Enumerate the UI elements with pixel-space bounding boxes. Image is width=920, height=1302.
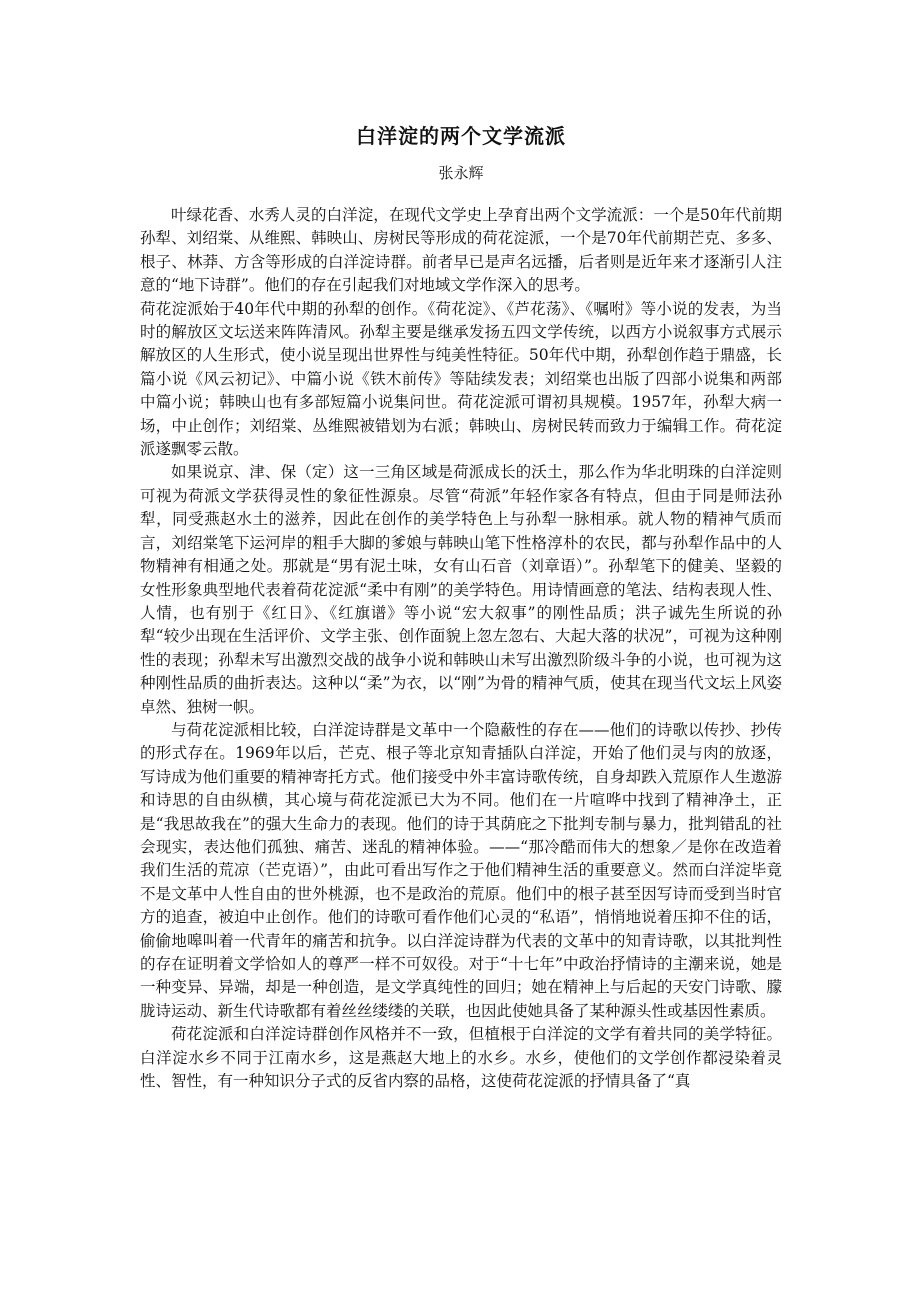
- paragraph-5: 荷花淀派和白洋淀诗群创作风格并不一致，但植根于白洋淀的文学有着共同的美学特征。白洋淀水乡不同于江南水乡，这是燕赵大地上的水乡。水乡，使他们的文学创作都浸染着灵性、智性，有一种知识分子式的反省内察的品格，这使荷花淀派的抒情具备了“真: [140, 1025, 782, 1091]
- document-page: [140, 120, 782, 1093]
- paragraph-4: 与荷花淀派相比较，白洋淀诗群是文革中一个隐蔽性的存在——他们的诗歌以传抄、抄传的形式存在。1969年以后，芒克、根子等北京知青插队白洋淀，开始了他们灵与肉的放逐，写诗成为他们重要的精神寄托方式。他们接受中外丰富诗歌传统，自身却跌入荒原作人生遨游和诗思的自由纵横，其心境与荷花淀派已大为不同。他们在一片喧哗中找到了精神净土，正是“我思故我在”的强大生命力的表现。他们的诗于其荫庇之下批判专制与暴力，批判错乱的社会现实，表达他们孤独、痛苦、迷乱的精神体验。——“那冷酷而伟大的想象／是你在改造着我们生活的荒凉（芒克语）”，由此可看出写作之于他们精神生活的重要意义。然而白洋淀毕竟不是文革中人性自由的世外桃源，也不是政治的荒原。他们中的根子甚至因写诗而受到当时官方的追查，被迫中止创作。他们的诗歌可看作他们心灵的“私语”，悄悄地说着压抑不住的话，偷偷地嗥叫着一代青年的痛苦和抗争。以白洋淀诗群为代表的文革中的知青诗歌，以其批判性的存在证明着文学恰如人的尊严一样不可奴役。对于“十七年”中政治抒情诗的主潮来说，她是一种变异、异端，却是一种创造，是文学真纯性的回归；她在精神上与后起的天安门诗歌、朦胧诗运动、新生代诗歌都有着丝丝缕缕的关联，也因此使她具备了某种源头性或基因性素质。: [140, 720, 782, 1020]
- paragraph-3: 如果说京、津、保（定）这一三角区域是荷派成长的沃土，那么作为华北明珠的白洋淀则可视为荷派文学获得灵性的象征性源泉。尽管“荷派”年轻作家各有特点，但由于同是师法孙犁，同受燕赵水土的滋养，因此在创作的美学特色上与孙犁一脉相承。就人物的精神气质而言，刘绍棠笔下运河岸的粗手大脚的爹娘与韩映山笔下性格淳朴的农民，都与孙犁作品中的人物精神有相通之处。那就是“男有泥土味，女有山石音（刘章语）”。孙犁笔下的健美、坚毅的女性形象典型地代表着荷花淀派“柔中有刚”的美学特色。用诗情画意的笔法、结构表现人性、人情，也有别于《红日》、《红旗谱》等小说“宏大叙事”的刚性品质；洪子诚先生所说的孙犁“较少出现在生活评价、文学主张、创作面貌上忽左忽右、大起大落的状况”，可视为这种刚性的表现；孙犁未写出激烈交战的战争小说和韩映山未写出激烈阶级斗争的小说，也可视为这种刚性品质的曲折表达。这种以“柔”为衣，以“刚”为骨的精神气质，使其在现当代文坛上风姿卓然、独树一帜。: [140, 463, 782, 716]
- document-title: 白洋淀的两个文学流派: [356, 124, 566, 148]
- paragraph-1: 叶绿花香、水秀人灵的白洋淀，在现代文学史上孕育出两个文学流派：一个是50年代前期孙犁、刘绍棠、从维熙、韩映山、房树民等形成的荷花淀派，一个是70年代前期芒克、多多、根子、林莽、方含等形成的白洋淀诗群。前者早已是声名远播，后者则是近年来才逐渐引人注意的“地下诗群”。他们的存在引起我们对地域文学作深入的思考。: [140, 206, 782, 295]
- document-author: 张永辉: [438, 164, 484, 182]
- paragraph-2: 荷花淀派始于40年代中期的孙犁的创作。《荷花淀》、《芦花荡》、《嘱咐》等小说的发表，为当时的解放区文坛送来阵阵清风。孙犁主要是继承发扬五四文学传统，以西方小说叙事方式展示解放区的人生形式，使小说呈现出世界性与纯美性特征。50年代中期，孙犁创作趋于鼎盛，长篇小说《风云初记》、中篇小说《铁木前传》等陆续发表；刘绍棠也出版了四部小说集和两部中篇小说；韩映山也有多部短篇小说集问世。荷花淀派可谓初具规模。1957年，孙犁大病一场，中止创作；刘绍棠、丛维熙被错划为右派；韩映山、房树民转而致力于编辑工作。荷花淀派遂飘零云散。: [140, 299, 782, 459]
